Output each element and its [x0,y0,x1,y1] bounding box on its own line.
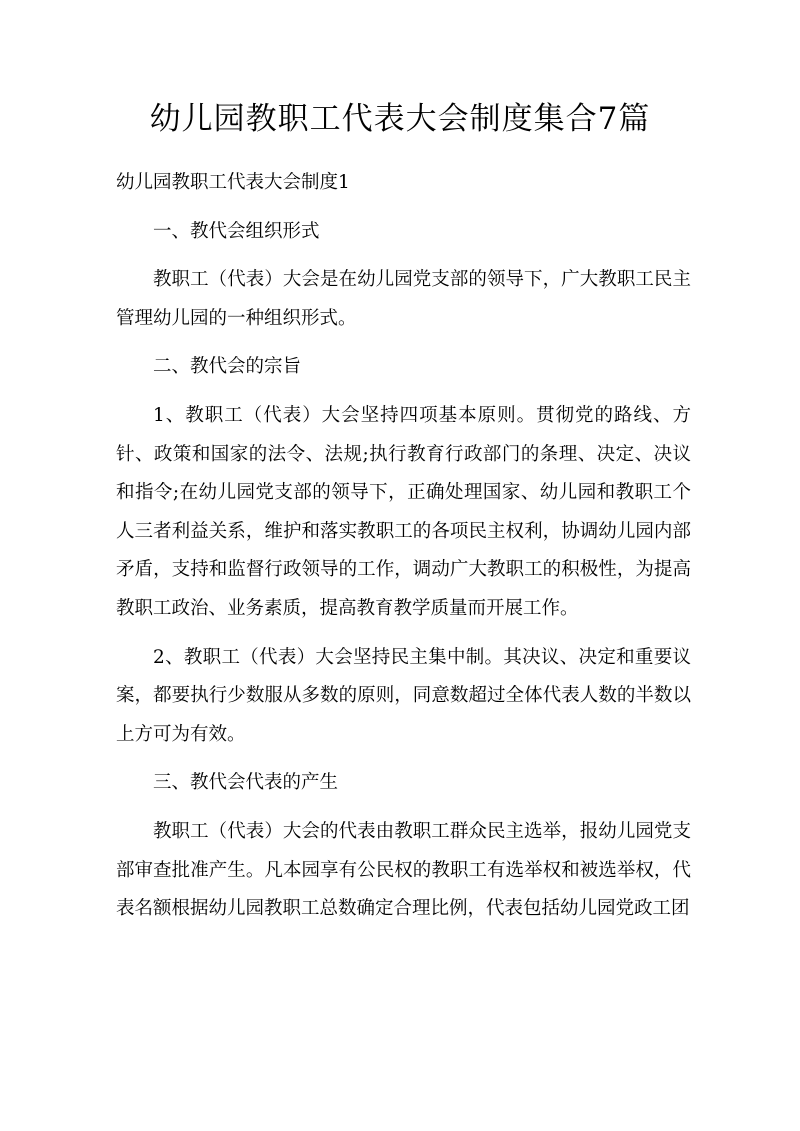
document-body [116,164,691,939]
subsection-heading: 一、教代会组织形式 [153,220,320,242]
subsection-heading: 二、教代会的宗旨 [153,356,302,378]
paragraph: 教职工（代表）大会的代表由教职工群众民主选举，报幼儿园党支部审查批准产生。凡本园享有公民权的教职工有选举权和被选举权，代表名额根据幼儿园教职工总数确定合理比例，代表包括幼儿园党政工团 [116,820,691,920]
paragraph: 1、教职工（代表）大会坚持四项基本原则。贯彻党的路线、方针、政策和国家的法令、法规;执行教育行政部门的条理、决定、决议和指令;在幼儿园党支部的领导下，正确处理国家、幼儿园和教职工个人三者利益关系，维护和落实教职工的各项民主权利，协调幼儿园内部矛盾，支持和监督行政领导的工作，调动广大教职工的积极性，为提高教职工政治、业务素质，提高教育教学质量而开展工作。 [116,404,691,619]
subsection-heading: 三、教代会代表的产生 [153,772,339,794]
document-title: 幼儿园教职工代表大会制度集合7篇 [149,101,651,137]
section-heading: 幼儿园教职工代表大会制度1 [116,172,350,193]
paragraph: 2、教职工（代表）大会坚持民主集中制。其决议、决定和重要议案，都要执行少数服从多数的原则，同意数超过全体代表人数的半数以上方可为有效。 [116,646,691,745]
paragraph: 教职工（代表）大会是在幼儿园党支部的领导下，广大教职工民主管理幼儿园的一种组织形式。 [116,269,691,329]
